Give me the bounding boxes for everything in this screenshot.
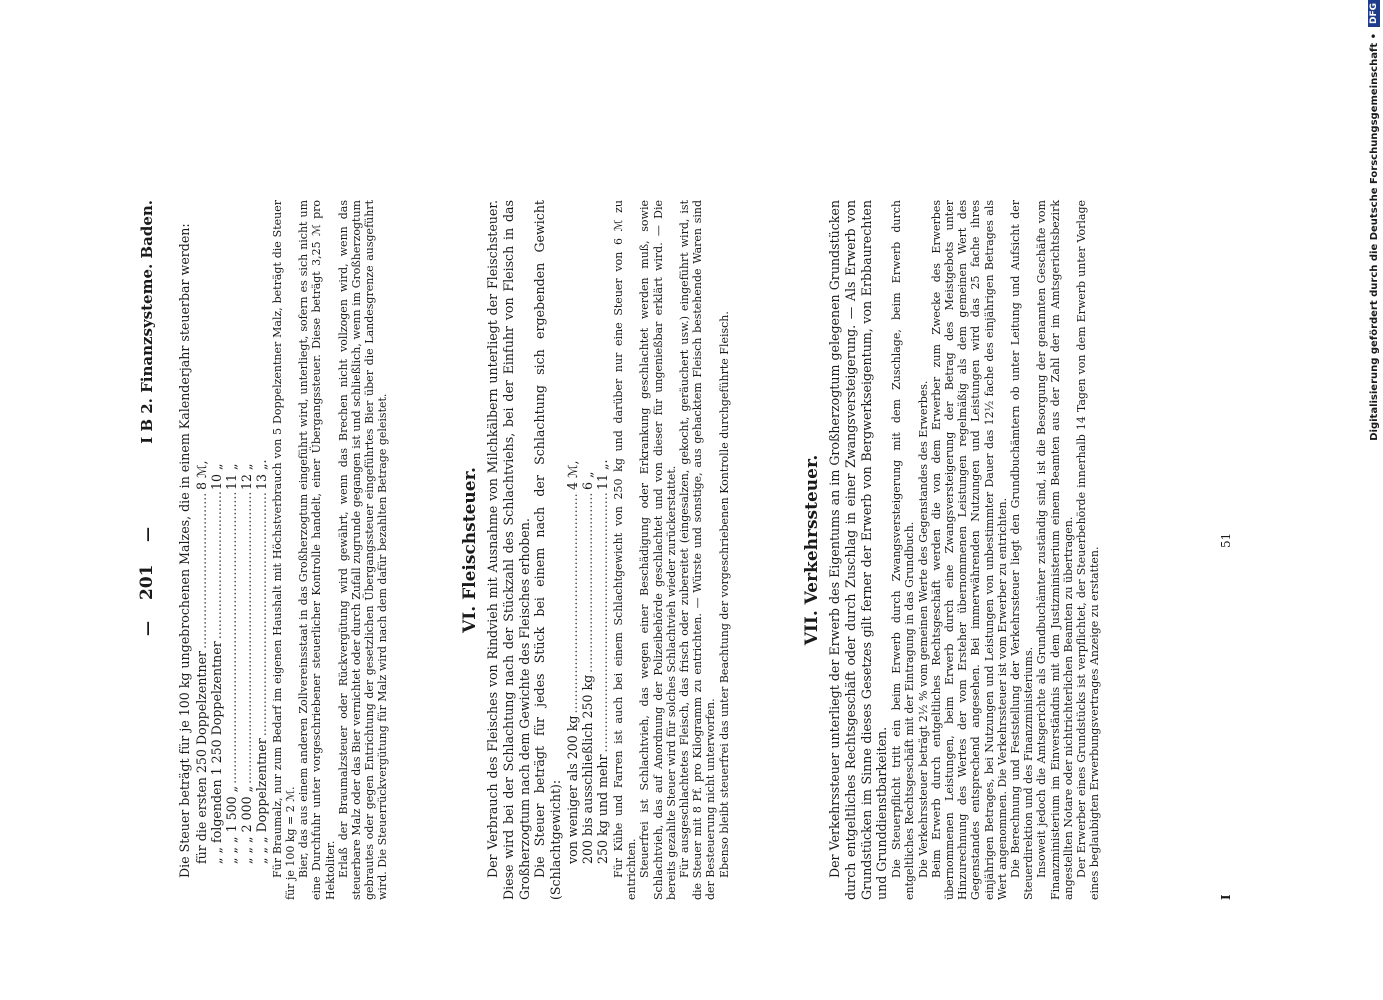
fleisch-paragraph-intro: Der Verbrauch des Fleisches von Rindvieh mit Ausnahme von Milchkälbern unterliegt der Fleischsteuer. Diese wird bei der Schlachtung nach der Stückzahl des Schlachtviehs, bei der Einfuhr von Fleisch in das Großherzogtum nach dem Gewichte des Fleisches erhoben. (485, 200, 532, 900)
page-footer (1219, 200, 1235, 900)
fleisch-paragraph-ausgeschlachtet: Für ausgeschlachtetes Fleisch, das frisch oder zubereitet (eingesalzen, gekocht, geräuchert usw.) eingeführt wird, ist die Steuer mit 8 Pf. pro Kilogramm zu entrichten. — Würste und sonstige, aus gehacktem Fleisch bestehende Waren sind der Besteuerung nicht unterworfen. (678, 200, 718, 900)
scanned-page (137, 200, 1241, 900)
fleisch-paragraph-steuerfrei: Steuerfrei ist Schlachtvieh, das wegen einer Beschädigung oder Erkrankung geschlachtet werden muß, sowie Schlachtvieh, das auf Anordnung der Polizeibehörde geschlachtet und von dieser für ungenießbar erklärt wird. — Die bereits gezahlte Steuer wird für solches Schlachtvieh wieder zurückerstattet. (638, 200, 678, 900)
fleisch-paragraph-ebenso: Ebenso bleibt steuerfrei das unter Beachtung der vorgeschriebenen Kontrolle durchgeführte Fleisch. (717, 311, 731, 878)
credit-text: Digitalisierung gefördert durch die Deutsche Forschungsgemeinschaft • (1368, 33, 1380, 441)
fleisch-paragraph-kuehe: Für Kühe und Farren ist auch bei einem Schlachtgewicht von 250 kg und darüber nur eine Steuer von 6 ℳ zu entrichten. (611, 200, 639, 900)
signature-mark: I (1219, 894, 1233, 900)
fleisch-paragraph-rate: Die Steuer beträgt für jedes Stück bei einem nach der Schlachtung sich ergebenden Gewicht (Schlachtgewicht): (532, 200, 564, 900)
dfg-logo: DFG (1368, 0, 1380, 27)
table-row: 250 kg und mehr ..... 11 „. (595, 454, 610, 864)
page-number: 201 (137, 564, 157, 600)
verkehr-paragraph-satz: Die Verkehrssteuer beträgt 2½ % vom gemeinen Werte des Gegenstandes des Erwerbes. (916, 380, 930, 878)
verkehr-heading: VII. Verkehrssteuer. (802, 454, 822, 646)
verkehr-section (801, 200, 1101, 900)
table-row: „ „ „ 1 500 „ ..... 11 „ (224, 454, 239, 864)
verkehr-paragraph-berechnung: Die Berechnung und Feststellung der Verkehrssteuer liegt den Grundbuchämtern ob unter Leitung und Aufsicht der Steuerdirektion und des Finanzministeriums. (1009, 200, 1036, 900)
verkehr-paragraph-erwerb: Beim Erwerb durch entgeltliches Rechtsgeschäft werden die von dem Erwerber zum Zwecke des Erwerbes übernommenen Leistungen, beim Erwerb durch eine Zwangsversteigerung der Betrag des Meistgebots unter Hinzurechnung des Wertes der vom Ersteher übernommenen Leistungen regelmäßig als dem gemeinen Wert des Gegenstandes entsprechend angesehen. Bei immerwährenden Nutzungen und Leistungen wird das 25 fache ihres einjährigen Betrages, bei Nutzungen und Leistungen von unbestimmter Dauer das 12½ fache des einjährigen Betrages als Wert angenommen. Die Verkehrssteuer ist vom Erwerber zu entrichten. (929, 200, 1009, 900)
sheet-number: 51 (1219, 532, 1233, 548)
fleisch-heading: VI. Fleischsteuer. (460, 467, 480, 633)
malz-paragraph-erlass: Erlaß der Braumalzsteuer oder Rückvergütung wird gewährt, wenn das Brechen nicht vollzogen wird, wenn das steuerbare Malz oder das Bier vernichtet oder durch Zufall zugrunde gegangen ist und schließlich, wenn im Großherzogtum gebrautes oder gegen Entrichtung der gesetzlichen Übergangssteuer eingeführtes Bier über die Landesgrenze ausgeführt wird. Die Steuerrückvergütung für Malz wird nach dem dafür bezahlten Betrage geleistet. (336, 200, 390, 900)
table-row: „ „ folgenden 1 250 Doppelzentner ..... 10 „ (209, 454, 224, 864)
malz-rate-table (194, 454, 269, 864)
header-dash-right: — (138, 527, 156, 542)
table-row: für die ersten 250 Doppelzentner ..... 8 ℳ, (194, 454, 209, 864)
table-row: „ „ „ 2 000 „ ..... 12 „ (239, 454, 254, 864)
verkehr-paragraph-steuerpflicht: Die Steuerpflicht tritt ein beim Erwerb durch Zwangsversteigerung mit dem Zuschlage, beim Erwerb durch entgeltliches Rechtsgeschäft mit der Eintragung in das Grundbuch. (890, 200, 917, 900)
table-row: „ „ „ Doppelzentner ..... 13 „. (254, 454, 269, 864)
verkehr-paragraph-amtsgerichte: Insoweit jedoch die Amtsgerichte als Grundbuchämter zuständig sind, ist die Besorgung der genannten Geschäfte vom Finanzministerium im Einverständnis mit dem Justizministerium einem Beamten aus der Zahl der im Amtsgerichtsbezirk angestellten Notare oder nichtrichterlichen Beamten zu übertragen. (1035, 200, 1075, 900)
page-header (137, 200, 170, 900)
malz-intro: Die Steuer beträgt für je 100 kg ungebrochenen Malzes, die in einem Kalenderjahr steuerbar werden: (177, 223, 192, 878)
verkehr-paragraph-anzeige: Der Erwerber eines Grundstücks ist verpflichtet, der Steuerbehörde innerhalb 14 Tagen von dem Erwerb unter Vorlage eines beglaubigten Erwerbungsvertrages Anzeige zu erstatten. (1075, 200, 1102, 900)
running-title: I B 2. Finanzsysteme. Baden. (138, 200, 156, 444)
malz-section (177, 200, 390, 900)
digitization-credit (1368, 0, 1380, 990)
table-row: 200 bis ausschließlich 250 kg ..... 6 „ (580, 454, 595, 864)
verkehr-paragraph-intro: Der Verkehrssteuer unterliegt der Erwerb des Eigentums an im Großherzogtum gelegenen Grundstücken durch entgeltliches Rechtsgeschäft oder durch Zuschlag in einer Zwangsversteigerung. — Als Erwerb von Grundstücken im Sinne dieses Gesetzes gilt ferner der Erwerb von Bergwerkseigentum, von Erbbaurechten und Grunddienstbarkeiten. (827, 200, 890, 900)
malz-paragraph-bier: Bier, das aus einem anderen Zollvereinsstaat in das Großherzogtum eingeführt wird, unterliegt, sofern es sich nicht um eine Durchfuhr unter vorgeschriebener steuerlicher Kontrolle handelt, einer Übergangssteuer. Diese beträgt 3,25 ℳ pro Hektoliter. (297, 200, 337, 900)
fleisch-section (459, 200, 731, 900)
header-dash-left: — (138, 621, 156, 636)
fleisch-rate-table (565, 454, 610, 864)
table-row: von weniger als 200 kg ..... 4 ℳ, (565, 454, 580, 864)
malz-paragraph-braumalz: Für Braumalz, nur zum Bedarf im eigenen Haushalt mit Höchstverbrauch von 5 Doppelzentner Malz, beträgt die Steuer für je 100 kg = 2 ℳ. (270, 200, 297, 900)
